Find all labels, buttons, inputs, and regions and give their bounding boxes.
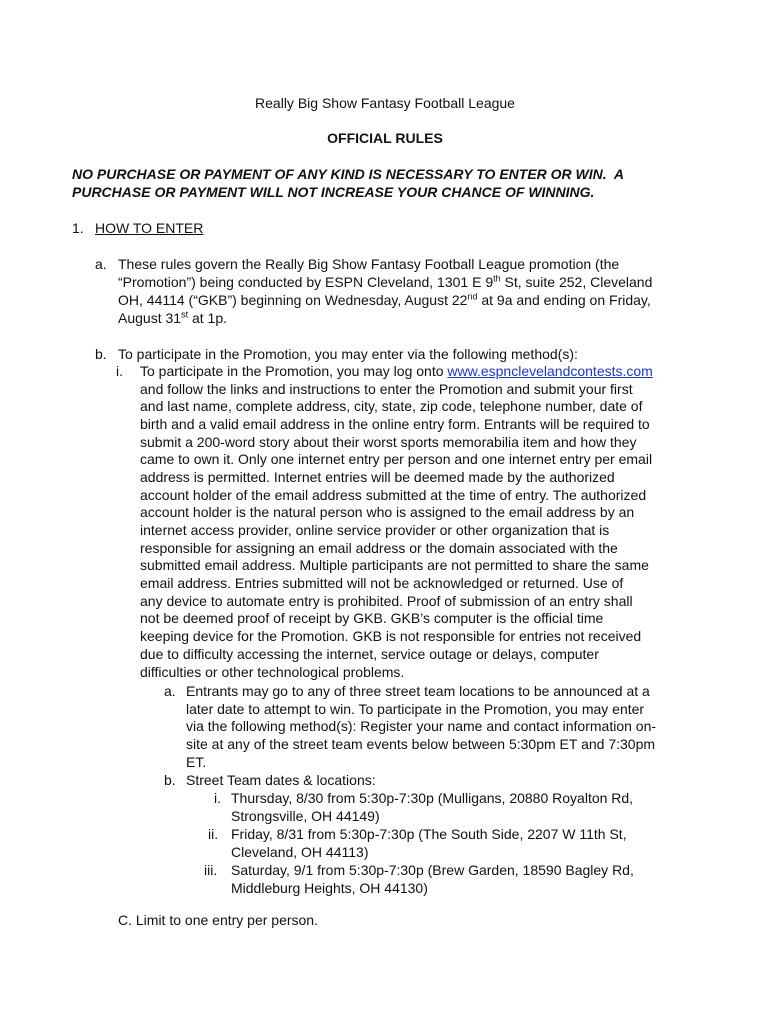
event-3-line-2: Middleburg Heights, OH 44130) [231,880,428,896]
body-line: ET. [186,753,207,770]
item-b-intro: To participate in the Promotion, you may enter via the following method(s): [118,346,578,362]
item-c-text: C. Limit to one entry per person. [118,912,318,928]
disclaimer-line-2: PURCHASE OR PAYMENT WILL NOT INCREASE YOUR CHANCE OF WINNING. [72,184,595,200]
disclaimer-line-1: NO PURCHASE OR PAYMENT OF ANY KIND IS NECESSARY TO ENTER OR WIN. A [72,166,625,182]
sub-i-marker: i. [116,363,123,379]
item-a-line-4: August 31st at 1p. [118,309,227,326]
body-line: keeping device for the Promotion. GKB is not responsible for entries not received [140,628,642,645]
body-line: any device to automate entry is prohibited. Proof of submission of an entry shall [140,592,633,609]
league-title: Really Big Show Fantasy Football League [255,95,515,111]
sub-b-heading: Street Team dates & locations: [186,772,376,788]
section-number: 1. [72,220,84,236]
body-line: due to difficulty accessing the internet, service outage or delays, computer [140,645,599,662]
item-a-line-3: OH, 44114 (“GKB”) beginning on Wednesday, August 22nd at 9a and ending on Friday, [118,291,651,308]
body-line: via the following method(s): Register your name and contact information on- [186,718,657,735]
item-a-marker: a. [95,256,107,272]
section-heading: HOW TO ENTER [95,220,204,236]
body-line: birth and a valid email address in the online entry form. Entrants will be required to [140,415,650,432]
body-line: and follow the links and instructions to enter the Promotion and submit your first [140,380,633,397]
body-line: submit a 200-word story about their worst sports memorabilia item and how they [140,433,637,450]
event-3-marker: iii. [204,862,218,878]
body-line: internet access provider, online service provider or other organization that is [140,522,610,538]
sub-a-body [186,683,656,771]
sub-i-line-1: To participate in the Promotion, you may log onto www.espnclevelandcontests.com [140,363,653,379]
event-1-line-1: Thursday, 8/30 from 5:30p-7:30p (Mulligans, 20880 Royalton Rd, [231,790,634,806]
body-line: came to own it. Only one internet entry per person and one internet entry per email [140,451,653,468]
item-a-line-2: “Promotion”) being conducted by ESPN Cleveland, 1301 E 9th St, suite 252, Cleveland [118,273,653,290]
event-3-line-1: Saturday, 9/1 from 5:30p-7:30p (Brew Garden, 18590 Bagley Rd, [231,862,634,878]
body-line: submitted email address. Multiple participants are not permitted to share the same [140,557,649,574]
event-1-line-2: Strongsville, OH 44149) [231,808,380,824]
event-2-marker: ii. [208,826,219,842]
event-1-marker: i. [214,790,221,806]
body-line: account holder of the email address submitted at the time of entry. The authorized [140,486,647,503]
item-a-line-1: These rules govern the Really Big Show Fantasy Football League promotion (the [118,256,620,272]
doc-title: OFFICIAL RULES [327,130,443,146]
item-b-marker: b. [95,346,107,362]
event-2-line-2: Cleveland, OH 44113) [231,844,369,860]
event-2-line-1: Friday, 8/31 from 5:30p-7:30p (The South Side, 2207 W 11th St, [231,826,627,842]
body-line: later date to attempt to win. To participate in the Promotion, you may enter [186,700,645,717]
sub-a-marker: a. [164,683,176,699]
body-line: email address. Entries submitted will not be acknowledged or returned. Use of [140,575,624,592]
body-line: not be deemed proof of receipt by GKB. GKB’s computer is the official time [140,610,604,627]
body-line: and last name, complete address, city, state, zip code, telephone number, date of [140,398,643,415]
body-line: account holder is the natural person who is assigned to the email address by an [140,504,635,521]
body-line: difficulties or other technological problems. [140,663,405,680]
sub-b-marker: b. [164,772,176,788]
body-line: address is permitted. Internet entries will be deemed made by the authorized [140,468,615,485]
contest-website-link[interactable]: www.espnclevelandcontests.com [447,363,653,379]
body-line: site at any of the street team events below between 5:30pm ET and 7:30pm [186,736,656,753]
body-line: responsible for assigning an email address or the domain associated with the [140,539,618,556]
body-line: Entrants may go to any of three street team locations to be announced at a [186,683,650,699]
sub-i-body [140,381,652,682]
